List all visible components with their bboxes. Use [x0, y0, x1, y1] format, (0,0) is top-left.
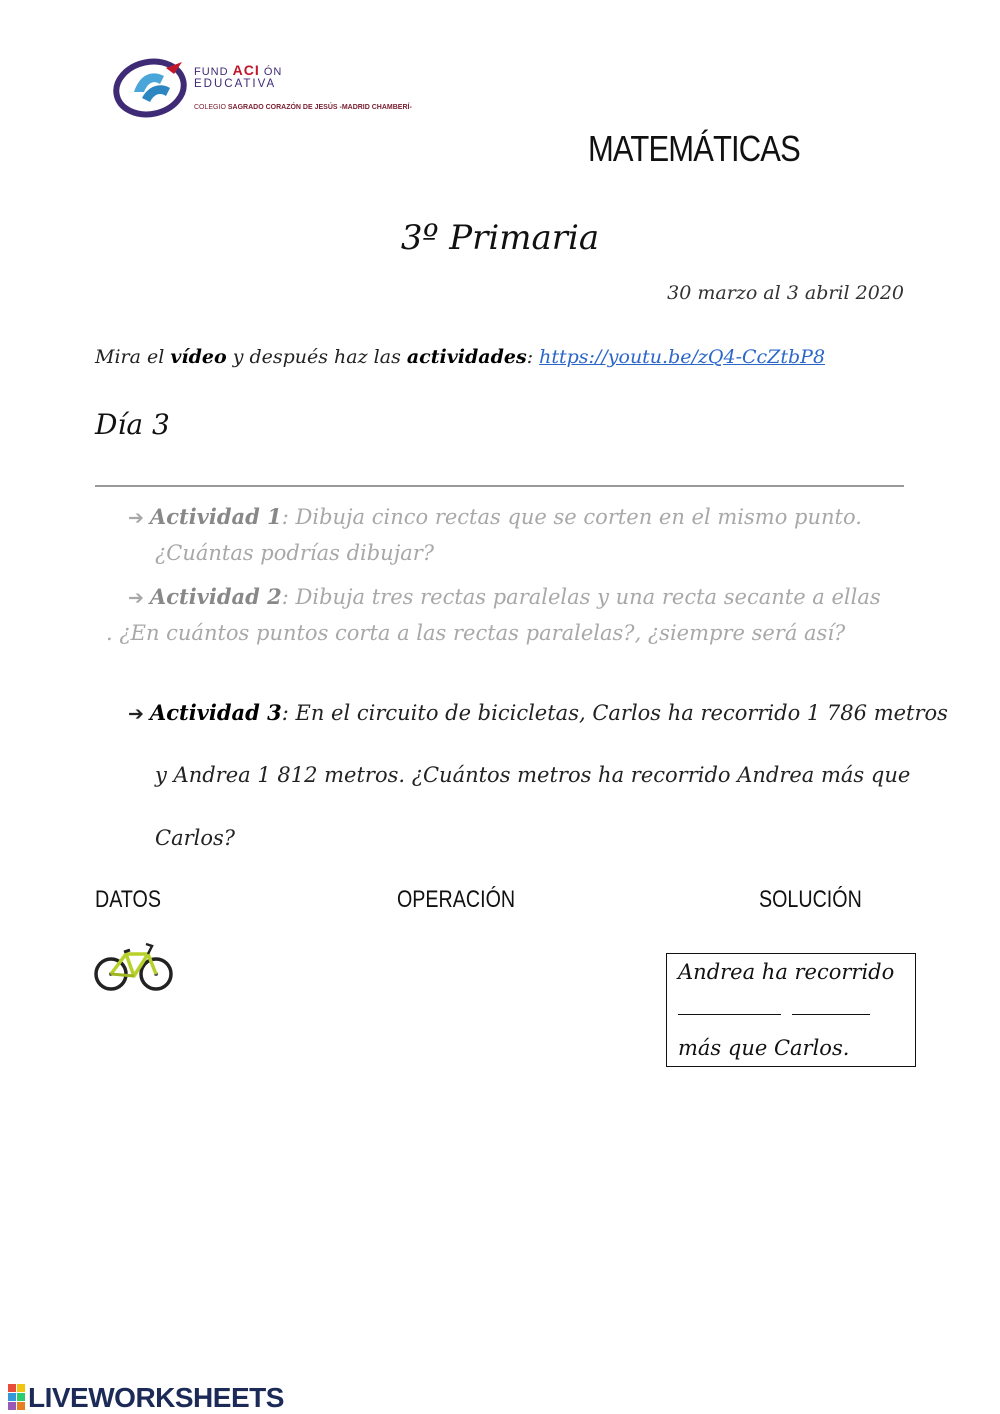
activity-2-line-2: . ¿En cuántos puntos corta a las rectas paralelas?, ¿siempre será así?	[106, 621, 846, 645]
solucion-heading: SOLUCIÓN	[759, 886, 862, 913]
school-logo	[112, 54, 462, 124]
solution-line-3: más que Carlos.	[678, 1036, 850, 1060]
subject-title: MATEMÁTICAS	[588, 128, 800, 169]
date-range: 30 marzo al 3 abril 2020	[667, 282, 904, 304]
activity-3-line-2: y Andrea 1 812 metros. ¿Cuántos metros ha recorrido Andrea más que	[155, 763, 911, 787]
bicycle-icon	[94, 938, 174, 994]
operacion-heading: OPERACIÓN	[397, 886, 516, 913]
arrow-right-icon: ➔	[128, 703, 144, 725]
activity-1-line-1: ➔ Actividad 1: Dibuja cinco rectas que se corten en el mismo punto.	[128, 504, 862, 529]
solution-box	[666, 953, 916, 1067]
arrow-right-icon: ➔	[128, 507, 144, 529]
activity-1-line-2: ¿Cuántas podrías dibujar?	[155, 541, 435, 565]
arrow-right-icon: ➔	[128, 587, 144, 609]
hands-logo-icon	[112, 56, 192, 122]
solution-line-1: Andrea ha recorrido	[678, 960, 895, 984]
solution-answer-blanks	[678, 1000, 870, 1024]
activity-2-line-1: ➔ Actividad 2: Dibuja tres rectas paralelas y una recta secante a ellas	[128, 584, 881, 609]
logo-fundacion-text: FUND ACI ÓN	[194, 62, 283, 78]
liveworksheets-brand: LIVEWORKSHEETS	[28, 1382, 284, 1413]
answer-blank-number[interactable]	[678, 1013, 781, 1015]
grade-title: 3º Primaria	[400, 218, 600, 258]
datos-heading: DATOS	[95, 886, 161, 913]
activity-3-line-3: Carlos?	[155, 826, 236, 850]
divider	[95, 485, 904, 487]
answer-blank-unit[interactable]	[792, 1013, 870, 1015]
logo-educativa-text: EDUCATIVA	[194, 78, 277, 90]
activity-3-line-1: ➔ Actividad 3: En el circuito de bicicletas, Carlos ha recorrido 1 786 metros	[128, 700, 948, 725]
liveworksheets-logo-icon	[8, 1384, 26, 1410]
video-link[interactable]: https://youtu.be/zQ4-CcZtbP8	[539, 346, 826, 368]
logo-colegio-text: COLEGIO SAGRADO CORAZÓN DE JESÚS -MADRID CHAMBERÍ-	[194, 104, 412, 111]
day-heading: Día 3	[95, 408, 170, 441]
intro-instructions: Mira el vídeo y después haz las actividades: https://youtu.be/zQ4-CcZtbP8	[95, 346, 826, 368]
